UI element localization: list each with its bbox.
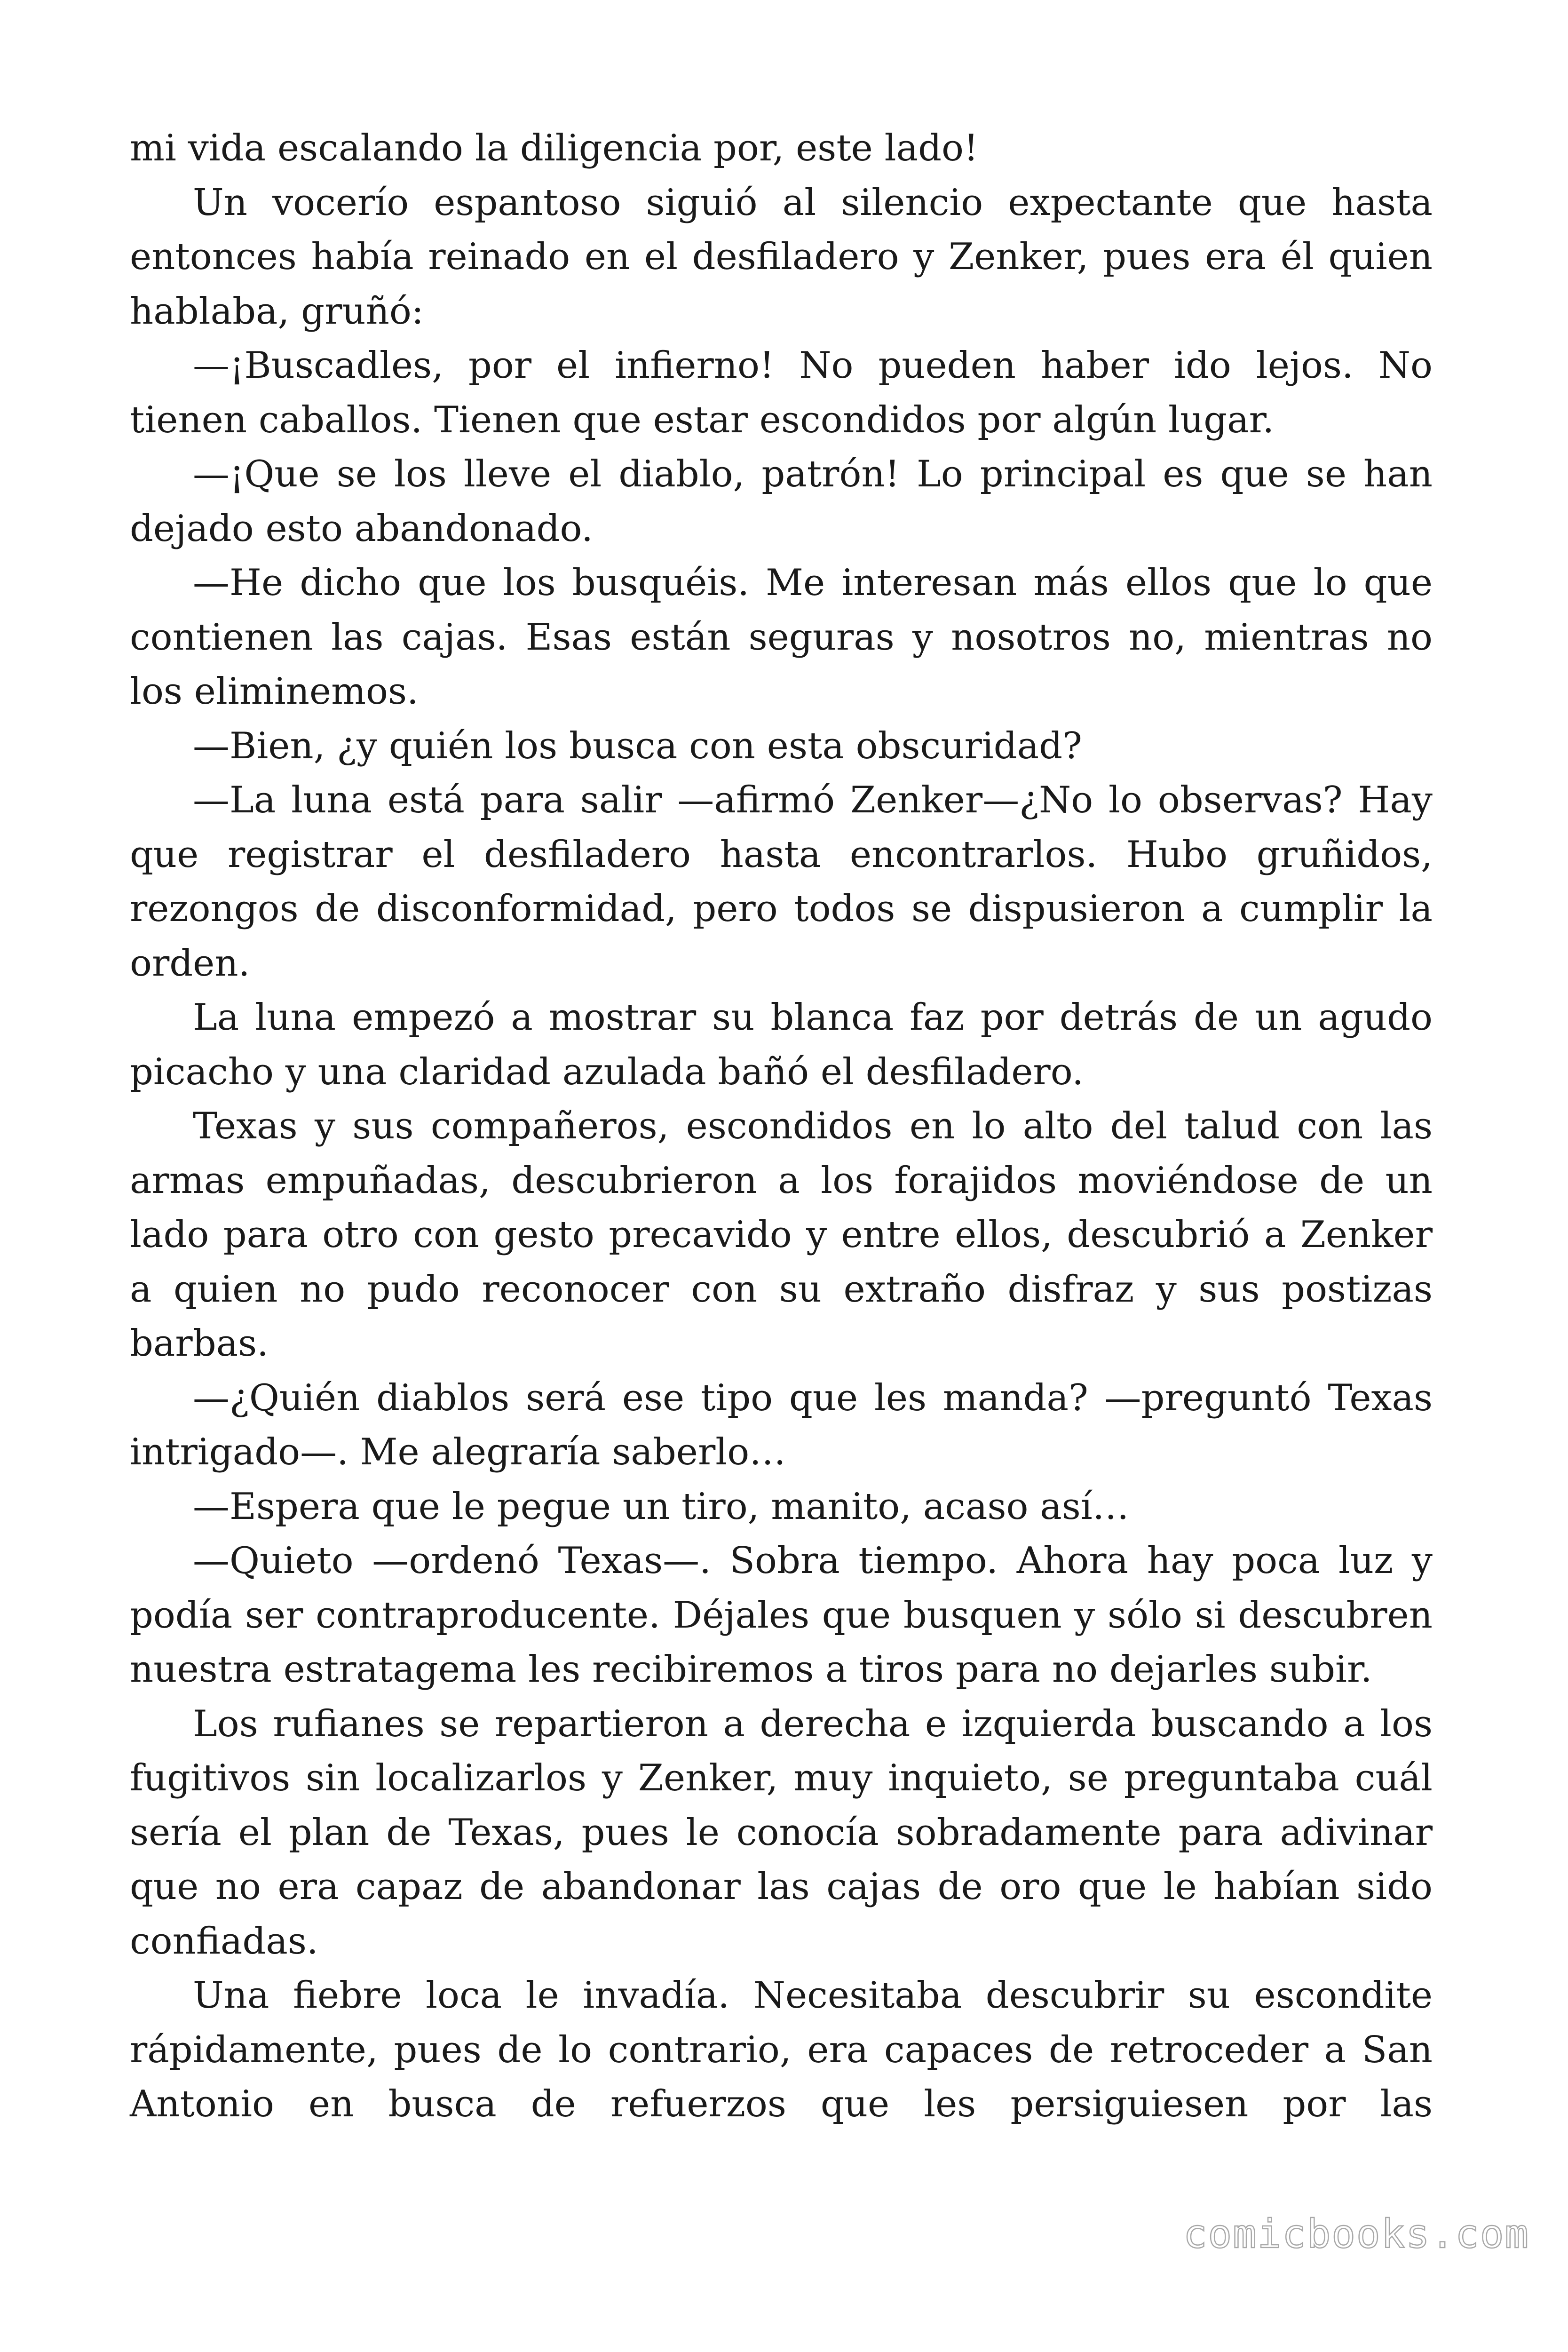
- paragraph: —La luna está para salir —afirmó Zenker—¿No lo observas? Hay que registrar el desfiladero hasta encontrarlos. Hubo gruñidos, rezongos de disconformidad, pero todos se dispusieron a cumplir la orden.: [130, 779, 1433, 985]
- page-body: [130, 121, 1433, 2132]
- paragraph: Los rufianes se repartieron a derecha e izquierda buscando a los fugitivos sin localizarlos y Zenker, muy inquieto, se preguntaba cuál sería el plan de Texas, pues le conocía sobradamente para adivinar que no era capaz de abandonar las cajas de oro que le habían sido confiadas.: [130, 1702, 1433, 1963]
- watermark-text: comicbooks.com: [1183, 2211, 1529, 2257]
- paragraph: —¿Quién diablos será ese tipo que les manda? —preguntó Texas intrigado—. Me alegraría saberlo…: [130, 1376, 1433, 1473]
- paragraph: —Quieto —ordenó Texas—. Sobra tiempo. Ahora hay poca luz y podía ser contraproducente. Déjales que busquen y sólo si descubren nuestra estratagema les recibiremos a tiros para no dejarles subir.: [130, 1540, 1433, 1691]
- paragraph: Texas y sus compañeros, escondidos en lo alto del talud con las armas empuñadas, descubrieron a los forajidos moviéndose de un lado para otro con gesto precavido y entre ellos, descubrió a Zenker a quien no pudo reconocer con su extraño disfraz y sus postizas barbas.: [130, 1105, 1433, 1365]
- paragraph: —He dicho que los busquéis. Me interesan más ellos que lo que contienen las cajas. Esas están seguras y nosotros no, mientras no los eliminemos.: [130, 562, 1433, 713]
- paragraph: —¡Que se los lleve el diablo, patrón! Lo principal es que se han dejado esto abandonado.: [130, 453, 1433, 550]
- paragraph: —Espera que le pegue un tiro, manito, acaso así…: [193, 1485, 1129, 1528]
- paragraph: —Bien, ¿y quién los busca con esta obscuridad?: [193, 724, 1082, 767]
- paragraph: —¡Buscadles, por el infierno! No pueden haber ido lejos. No tienen caballos. Tienen que estar escondidos por algún lugar.: [130, 344, 1433, 441]
- paragraph: Un vocerío espantoso siguió al silencio expectante que hasta entonces había reinado en el desfiladero y Zenker, pues era él quien hablaba, gruñó:: [130, 181, 1433, 333]
- paragraph: La luna empezó a mostrar su blanca faz por detrás de un agudo picacho y una claridad azulada bañó el desfiladero.: [130, 996, 1433, 1093]
- paragraph: mi vida escalando la diligencia por, este lado!: [130, 127, 979, 169]
- paragraph: Una fiebre loca le invadía. Necesitaba descubrir su escondite rápidamente, pues de lo contrario, era capaces de retroceder a San Antonio en busca de refuerzos que les persiguiesen por las: [130, 1974, 1433, 2125]
